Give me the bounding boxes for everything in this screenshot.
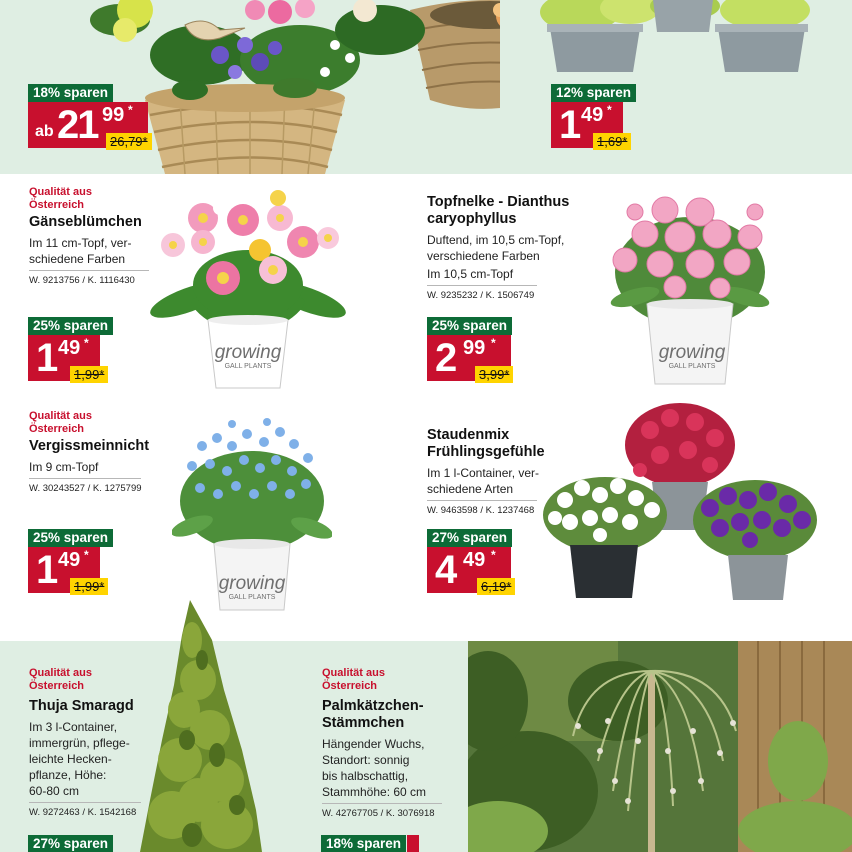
article-number: W. 42767705 / K. 3076918: [322, 808, 435, 819]
product-thuja: [29, 667, 149, 819]
article-number: W. 9213756 / K. 1116430: [29, 275, 135, 286]
product-name: Vergissmeinnicht: [29, 438, 150, 454]
divider: [29, 270, 149, 271]
price-asterisk: *: [84, 336, 89, 350]
save-label: 25% sparen: [28, 529, 113, 547]
origin-label: Qualität aus Österreich: [29, 186, 92, 211]
save-label: 27% sparen: [28, 835, 113, 852]
divider: [427, 500, 537, 501]
product-topfnelke: [427, 194, 597, 302]
willow-photo: [468, 641, 852, 852]
product-description: Im 11 cm-Topf, ver- schiedene Farben: [29, 236, 132, 266]
old-price: 1,99*: [70, 366, 108, 383]
save-label: 18% sparen: [28, 84, 113, 102]
product-name: Staudenmix Frühlingsgefühle: [427, 427, 545, 460]
product-name: Thuja Smaragd: [29, 698, 134, 714]
product-name: Palmkätzchen- Stämmchen: [322, 698, 424, 731]
price-asterisk: *: [491, 548, 496, 562]
product-description: Im 9 cm-Topf: [29, 460, 99, 474]
price-prefix: ab: [35, 123, 54, 140]
product-vergissmeinnicht: [29, 410, 159, 495]
old-price: 1,99*: [70, 578, 108, 595]
product-palmkaetzchen: [322, 667, 462, 820]
price-integer: 4: [435, 548, 456, 592]
lettuce-trays-image: [535, 0, 825, 80]
divider: [427, 285, 537, 286]
save-label: 18% sparen: [321, 835, 406, 852]
divider: [322, 803, 442, 804]
price-decimal: 99: [102, 104, 125, 126]
price-integer: 1: [36, 336, 57, 380]
divider: [29, 802, 141, 803]
product-description-2: Im 10,5 cm-Topf: [427, 267, 514, 281]
price-asterisk: *: [84, 548, 89, 562]
divider: [29, 478, 141, 479]
save-label: 25% sparen: [28, 317, 113, 335]
product-description: Duftend, im 10,5 cm-Topf, verschiedene Farben: [427, 233, 565, 263]
product-name: Gänseblümchen: [29, 214, 142, 230]
old-price: 6,19*: [477, 578, 515, 595]
product-description: Im 3 l-Container, immergrün, pflege- leichte Hecken- pflanze, Höhe: 60-80 cm: [29, 720, 130, 798]
price-decimal: 99: [463, 337, 486, 359]
price-decimal: 49: [58, 549, 81, 571]
price-decimal: 49: [581, 104, 604, 126]
article-number: W. 30243527 / K. 1275799: [29, 483, 142, 494]
origin-label: Qualität aus Österreich: [29, 410, 92, 435]
price-asterisk: *: [607, 103, 612, 117]
pot-brand: growing: [218, 573, 286, 594]
article-number: W. 9272463 / K. 1542168: [29, 807, 137, 818]
article-number: W. 9235232 / K. 1506749: [427, 290, 535, 301]
pot-sub: GALL PLANTS: [668, 363, 716, 370]
price-asterisk: *: [491, 336, 496, 350]
weeping-willow-image: [468, 641, 852, 852]
price-integer: 2: [435, 336, 456, 380]
perennial-mix-image: [540, 400, 820, 605]
product-name: Topfnelke - Dianthus caryophyllus: [427, 194, 570, 227]
price-box-edge: [407, 835, 419, 852]
old-price: 26,79*: [106, 133, 152, 150]
thuja-tree-image: [132, 600, 272, 852]
article-number: W. 9463598 / K. 1237468: [427, 505, 535, 516]
save-label: 27% sparen: [427, 529, 512, 547]
price-integer: 1: [559, 103, 580, 147]
pot-logo: [208, 343, 288, 371]
price-decimal: 49: [58, 337, 81, 359]
save-label: 25% sparen: [427, 317, 512, 335]
price-asterisk: *: [128, 103, 133, 117]
pot-brand: growing: [658, 342, 726, 363]
save-label: 12% sparen: [551, 84, 636, 102]
origin-label: Qualität aus Österreich: [29, 667, 92, 692]
pot-logo: [650, 343, 734, 371]
price-decimal: 49: [463, 549, 486, 571]
pot-sub: GALL PLANTS: [228, 594, 276, 601]
pot-sub: GALL PLANTS: [224, 363, 272, 370]
old-price: 3,99*: [475, 366, 513, 383]
pot-logo: [212, 574, 292, 602]
product-gaensebluemchen: [29, 186, 149, 287]
price-integer: 21: [57, 103, 98, 147]
pot-brand: growing: [214, 342, 282, 363]
product-description: Hängender Wuchs, Standort: sonnig bis halbschattig, Stammhöhe: 60 cm: [322, 737, 427, 799]
price-integer: 1: [36, 548, 57, 592]
origin-label: Qualität aus Österreich: [322, 667, 385, 692]
product-description: Im 1 l-Container, ver- schiedene Arten: [427, 466, 540, 496]
old-price: 1,69*: [593, 133, 631, 150]
